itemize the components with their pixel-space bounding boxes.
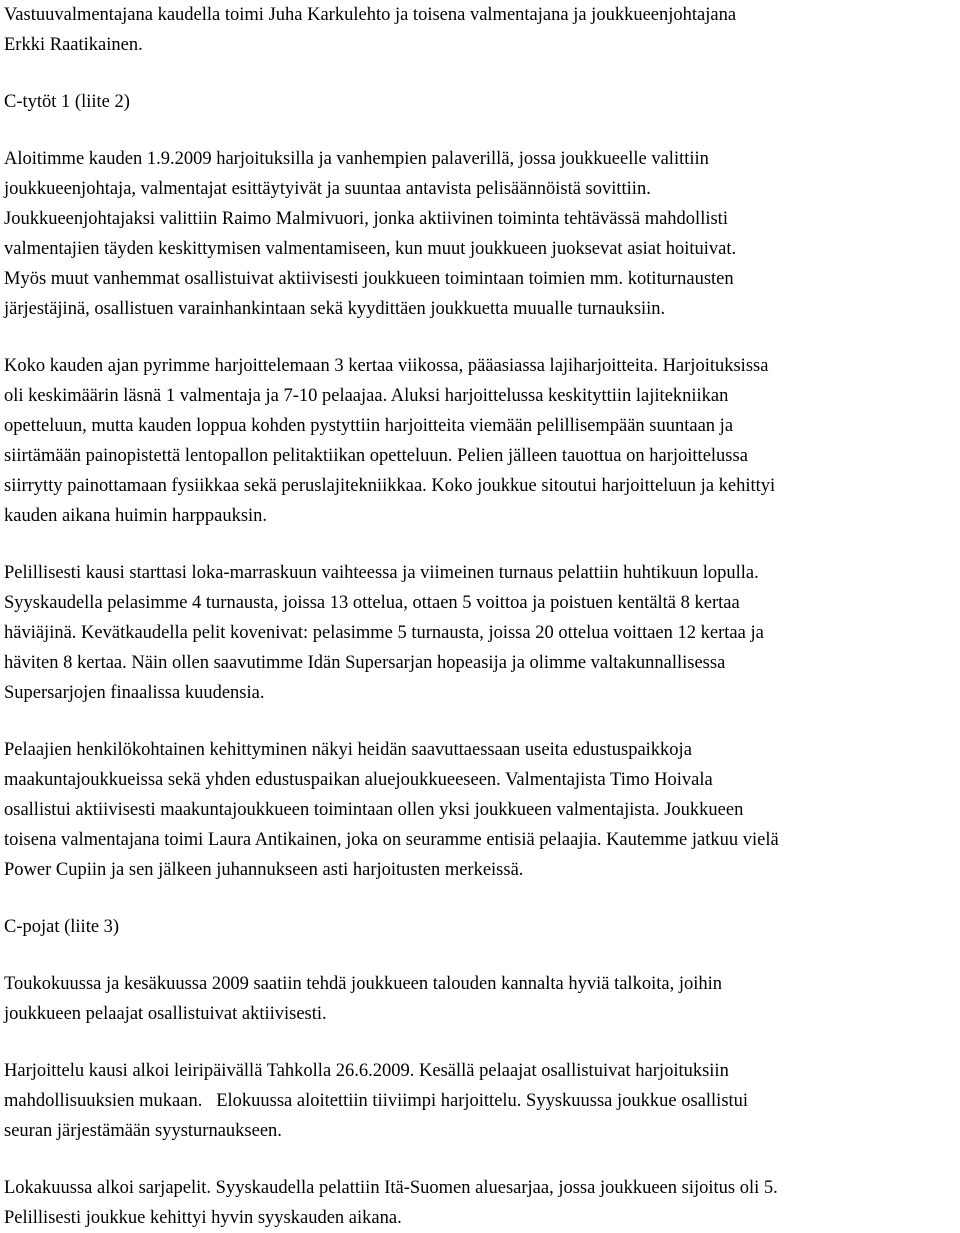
text-line: Joukkueenjohtajaksi valittiin Raimo Malmivuori, jonka aktiivinen toiminta tehtävässä mahdollisti <box>4 209 728 229</box>
text-line: siirtämään painopistettä lentopallon pelitaktiikan opetteluun. Pelien jälleen tauottua on harjoittelussa <box>4 446 748 466</box>
text-line: oli keskimäärin läsnä 1 valmentaja ja 7-10 pelaajaa. Aluksi harjoittelussa keskityttiin lajitekniikan <box>4 386 729 406</box>
text-line: maakuntajoukkueissa sekä yhden edustuspaikan aluejoukkueeseen. Valmentajista Timo Hoivala <box>4 770 713 790</box>
text-line: Aloitimme kauden 1.9.2009 harjoituksilla ja vanhempien palaverillä, jossa joukkueelle valittiin <box>4 149 709 169</box>
text-line: Toukokuussa ja kesäkuussa 2009 saatiin tehdä joukkueen talouden kannalta hyviä talkoita, joihin <box>4 974 722 994</box>
text-line: Lokakuussa alkoi sarjapelit. Syyskaudella pelattiin Itä-Suomen aluesarjaa, jossa joukkueen sijoitus oli 5. <box>4 1178 778 1198</box>
text-line: siirrytty painottamaan fysiikkaa sekä peruslajitekniikkaa. Koko joukkue sitoutui harjoitteluun ja kehittyi <box>4 476 776 496</box>
text-line: osallistui aktiivisesti maakuntajoukkueen toimintaan ollen yksi joukkueen valmentajista. Joukkueen <box>4 800 744 820</box>
text-line: Power Cupiin ja sen jälkeen juhannukseen asti harjoitusten merkeissä. <box>4 860 524 880</box>
text-line: häviäjinä. Kevätkaudella pelit kovenivat: pelasimme 5 turnausta, joissa 20 ottelua voittaen 12 kertaa ja <box>4 623 764 643</box>
paragraph-fundraising <box>4 969 956 1029</box>
paragraph-games <box>4 558 956 708</box>
text-line: Myös muut vanhemmat osallistuivat aktiivisesti joukkueen toimintaan toimien mm. kotiturnausten <box>4 269 734 289</box>
text-line: Syyskaudella pelasimme 4 turnausta, joissa 13 ottelua, ottaen 5 voittoa ja poistuen kentältä 8 kertaa <box>4 593 740 613</box>
paragraph-season-start <box>4 144 956 324</box>
paragraph-player-development <box>4 735 956 885</box>
paragraph-intro <box>4 0 956 60</box>
text-line: Koko kauden ajan pyrimme harjoittelemaan 3 kertaa viikossa, pääasiassa lajiharjoitteita. Harjoituksissa <box>4 356 769 376</box>
text-line: Pelaajien henkilökohtainen kehittyminen näkyi heidän saavuttaessaan useita edustuspaikkoja <box>4 740 692 760</box>
heading-text: C-tytöt 1 (liite 2) <box>4 92 130 112</box>
text-line: valmentajien täyden keskittymisen valmentamiseen, kun muut joukkueen juoksevat asiat hoituivat. <box>4 239 737 259</box>
paragraph-training-season <box>4 1056 956 1146</box>
section-heading-c-tytot <box>4 87 956 117</box>
section-heading-c-pojat <box>4 912 956 942</box>
text-line: järjestäjinä, osallistuen varainhankintaan sekä kyydittäen joukkuetta muualle turnauksiin. <box>4 299 666 319</box>
text-line: joukkueenjohtaja, valmentajat esittäytyivät ja suuntaa antavista pelisäännöistä sovittiin. <box>4 179 651 199</box>
text-line: seuran järjestämään syysturnaukseen. <box>4 1121 282 1141</box>
text-line: Pelillisesti kausi starttasi loka-marraskuun vaihteessa ja viimeinen turnaus pelattiin huhtikuun lopulla. <box>4 563 759 583</box>
text-line: kauden aikana huimin harppauksin. <box>4 506 268 526</box>
text-line: Harjoittelu kausi alkoi leiripäivällä Tahkolla 26.6.2009. Kesällä pelaajat osallistuivat harjoituksiin <box>4 1061 729 1081</box>
paragraph-league-games <box>4 1173 956 1233</box>
text-line: häviten 8 kertaa. Näin ollen saavutimme Idän Supersarjan hopeasija ja olimme valtakunnallisessa <box>4 653 726 673</box>
text-line: Vastuuvalmentajana kaudella toimi Juha Karkulehto ja toisena valmentajana ja joukkueenjohtajana <box>4 5 737 25</box>
text-line: joukkueen pelaajat osallistuivat aktiivisesti. <box>4 1004 327 1024</box>
paragraph-training <box>4 351 956 531</box>
text-line: Supersarjojen finaalissa kuudensia. <box>4 683 265 703</box>
text-line: Erkki Raatikainen. <box>4 35 143 55</box>
heading-text: C-pojat (liite 3) <box>4 917 120 937</box>
text-line: Pelillisesti joukkue kehittyi hyvin syyskauden aikana. <box>4 1208 402 1228</box>
text-line: opetteluun, mutta kauden loppua kohden pystyttiin harjoitteita viemään pelillisempään suuntaan ja <box>4 416 734 436</box>
text-line: mahdollisuuksien mukaan. Elokuussa aloitettiin tiiviimpi harjoittelu. Syyskuussa joukkue osallistui <box>4 1091 749 1111</box>
text-line: toisena valmentajana toimi Laura Antikainen, joka on seuramme entisiä pelaajia. Kautemme jatkuu vielä <box>4 830 779 850</box>
document-page <box>4 0 956 1233</box>
